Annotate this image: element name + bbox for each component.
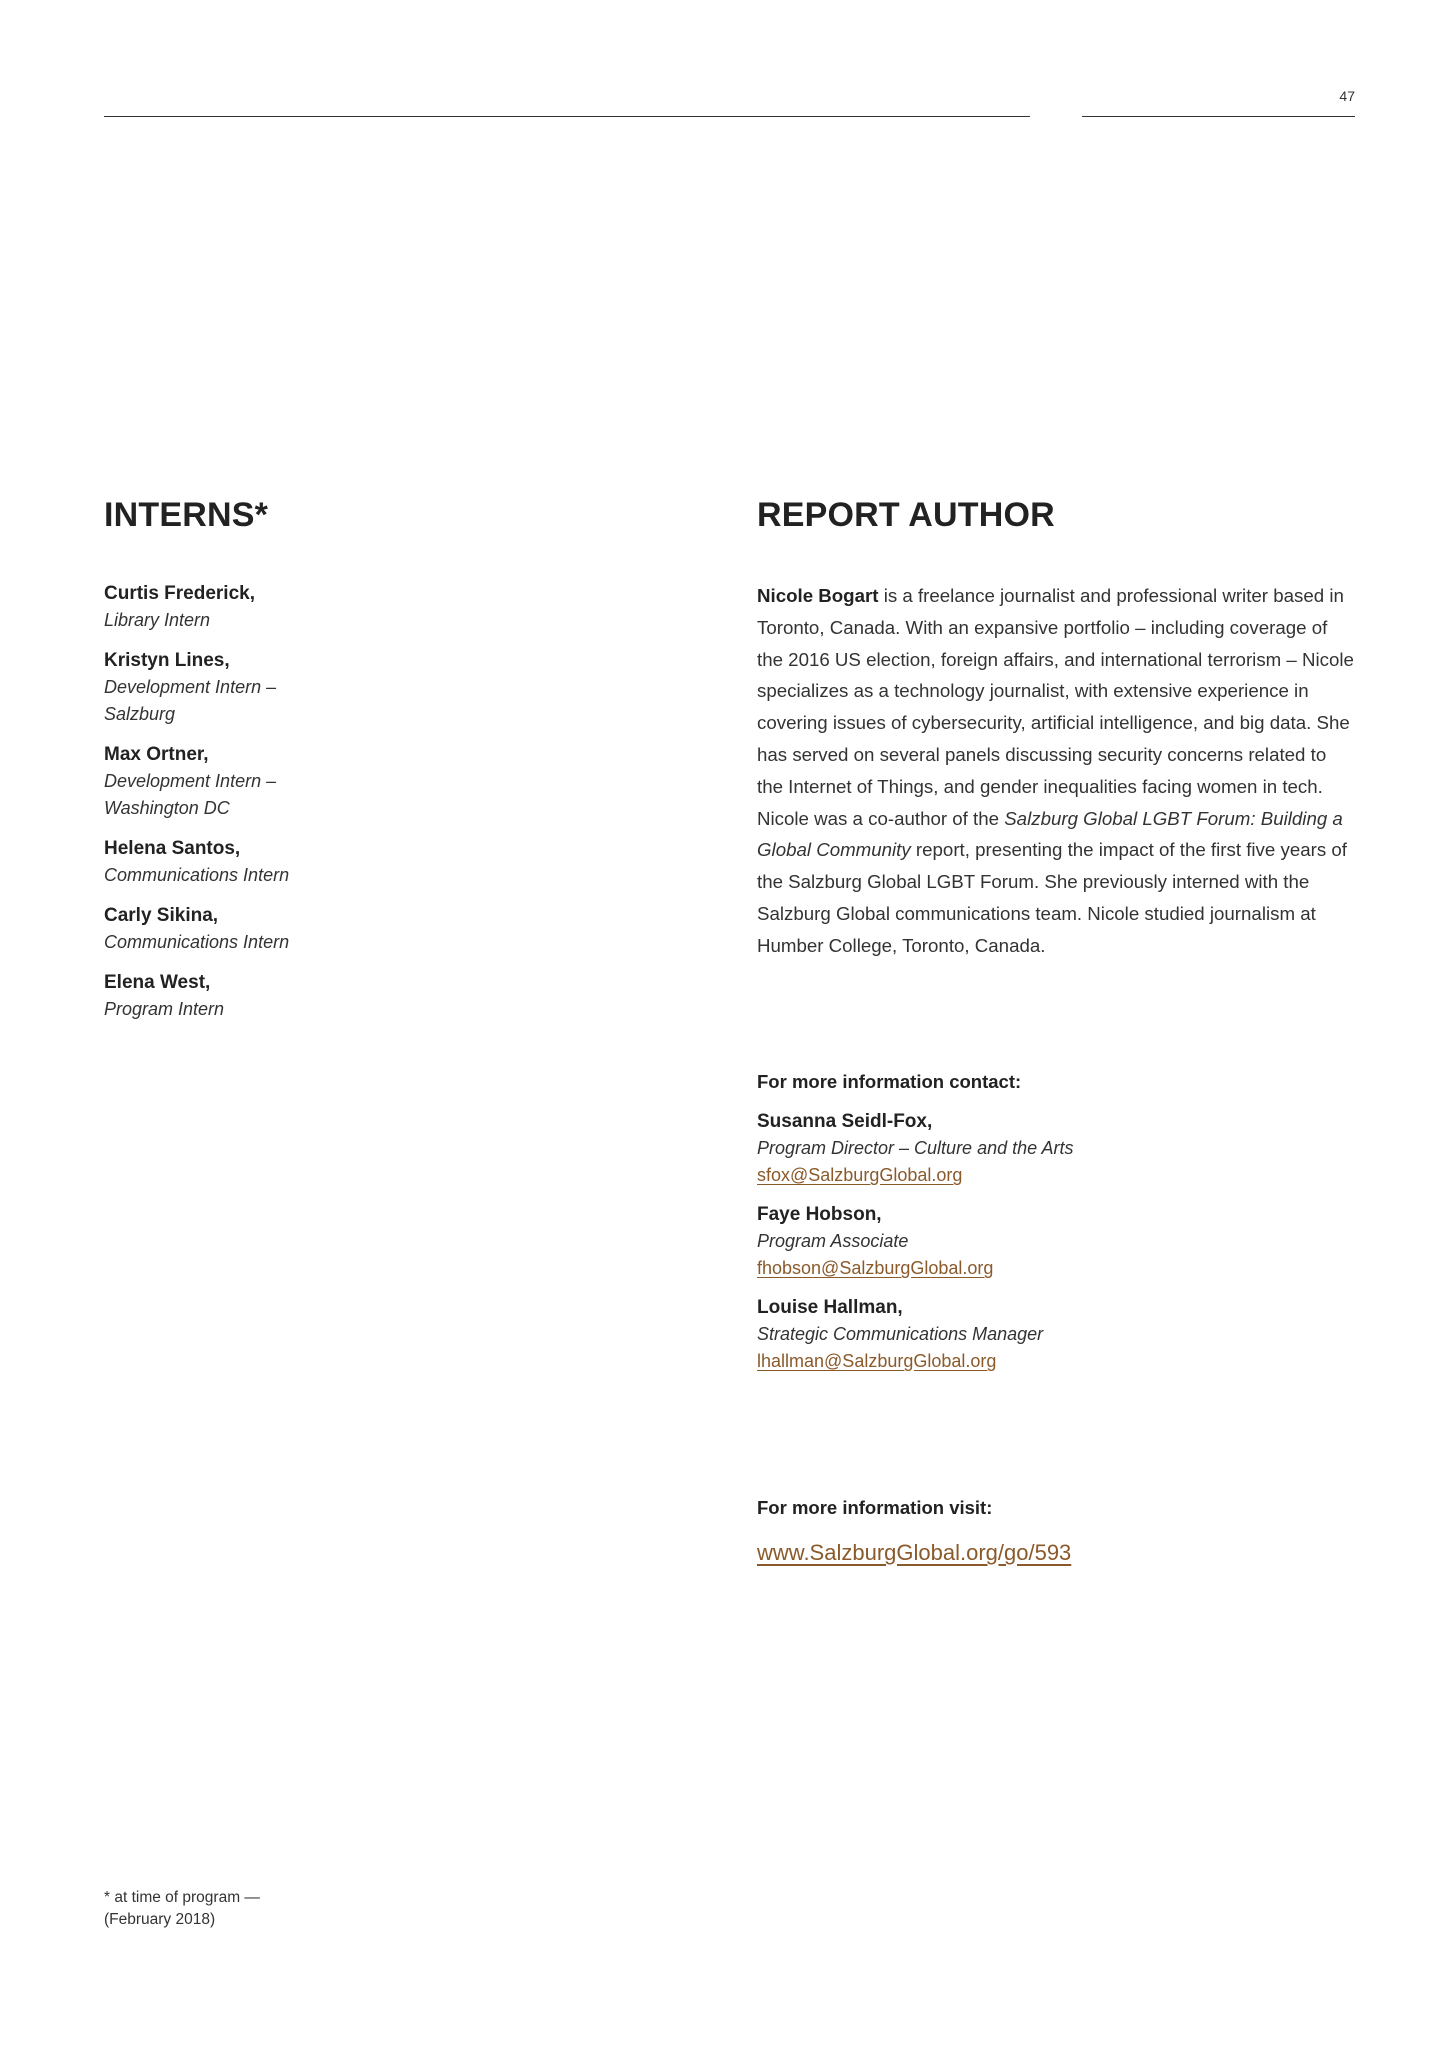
- intern-name: Carly Sikina,: [104, 905, 219, 926]
- page-number: 47: [1339, 88, 1355, 104]
- intern-role: Communications Intern: [104, 932, 290, 952]
- website-link[interactable]: www.SalzburgGlobal.org/go/593: [757, 1540, 1072, 1565]
- contact-role: Strategic Communications Manager: [757, 1324, 1044, 1344]
- intern-name: Elena West,: [104, 972, 211, 993]
- intern-item: [104, 835, 444, 889]
- footnote-line: (February 2018): [104, 1911, 216, 1928]
- intern-role: Library Intern: [104, 610, 211, 630]
- intern-name: Kristyn Lines,: [104, 650, 230, 671]
- intern-name: Curtis Frederick,: [104, 583, 255, 604]
- visit-section: [757, 1494, 1357, 1568]
- intern-item: [104, 741, 444, 822]
- visit-label: For more information visit:: [757, 1497, 993, 1518]
- intern-item: [104, 647, 444, 728]
- bio-text-part1: is a freelance journalist and professional writer based in Toronto, Canada. With an expansive portfolio – including coverage of the 2016 US election, foreign affairs, and international terrorism – Nicole specializes as a technology journalist, with extensive experience in covering issues of cybersecurity, artificial intelligence, and big data. She has served on several panels discussing security concerns related to the Internet of Things, and gender inequalities facing women in tech. Nicole was a co-author of the: [757, 585, 1354, 829]
- interns-heading: INTERNS*: [104, 496, 269, 534]
- intern-name: Max Ortner,: [104, 744, 209, 765]
- intern-item: [104, 902, 444, 956]
- header-rule-left: [104, 116, 1030, 117]
- intern-role: Development Intern –: [104, 771, 277, 791]
- contact-person: [757, 1294, 1357, 1375]
- intern-item: [104, 969, 444, 1023]
- contact-name: Faye Hobson,: [757, 1204, 882, 1225]
- report-author-heading: REPORT AUTHOR: [757, 496, 1055, 534]
- contact-name: Susanna Seidl-Fox,: [757, 1111, 933, 1132]
- contact-role: Program Director – Culture and the Arts: [757, 1138, 1074, 1158]
- contact-label: For more information contact:: [757, 1071, 1022, 1092]
- contact-person: [757, 1201, 1357, 1282]
- contact-section: [757, 1068, 1357, 1387]
- footnote: [104, 1887, 260, 1931]
- contact-email-link[interactable]: sfox@SalzburgGlobal.org: [757, 1165, 963, 1185]
- intern-role: Communications Intern: [104, 865, 290, 885]
- intern-item: [104, 580, 444, 634]
- interns-list: [104, 580, 444, 1036]
- intern-role: Washington DC: [104, 798, 230, 818]
- footnote-line: * at time of program —: [104, 1889, 260, 1906]
- intern-name: Helena Santos,: [104, 838, 241, 859]
- contact-name: Louise Hallman,: [757, 1297, 903, 1318]
- intern-role: Program Intern: [104, 999, 225, 1019]
- intern-role: Development Intern –: [104, 677, 277, 697]
- bio-text-part2: report, presenting the impact of the first five years of the Salzburg Global LGBT Forum. She previously interned with the Salzburg Global communications team. Nicole studied journalism at Humber College, Toronto, Canada.: [757, 839, 1347, 956]
- contact-email-link[interactable]: fhobson@SalzburgGlobal.org: [757, 1258, 994, 1278]
- contact-person: [757, 1108, 1357, 1189]
- author-bio: [757, 580, 1357, 962]
- header-rule-right: [1082, 116, 1355, 117]
- report-title: Salzburg Global LGBT Forum: Building a Global Community: [757, 807, 1343, 861]
- author-name: Nicole Bogart: [757, 585, 879, 606]
- contact-email-link[interactable]: lhallman@SalzburgGlobal.org: [757, 1351, 997, 1371]
- intern-role: Salzburg: [104, 704, 176, 724]
- contact-role: Program Associate: [757, 1231, 909, 1251]
